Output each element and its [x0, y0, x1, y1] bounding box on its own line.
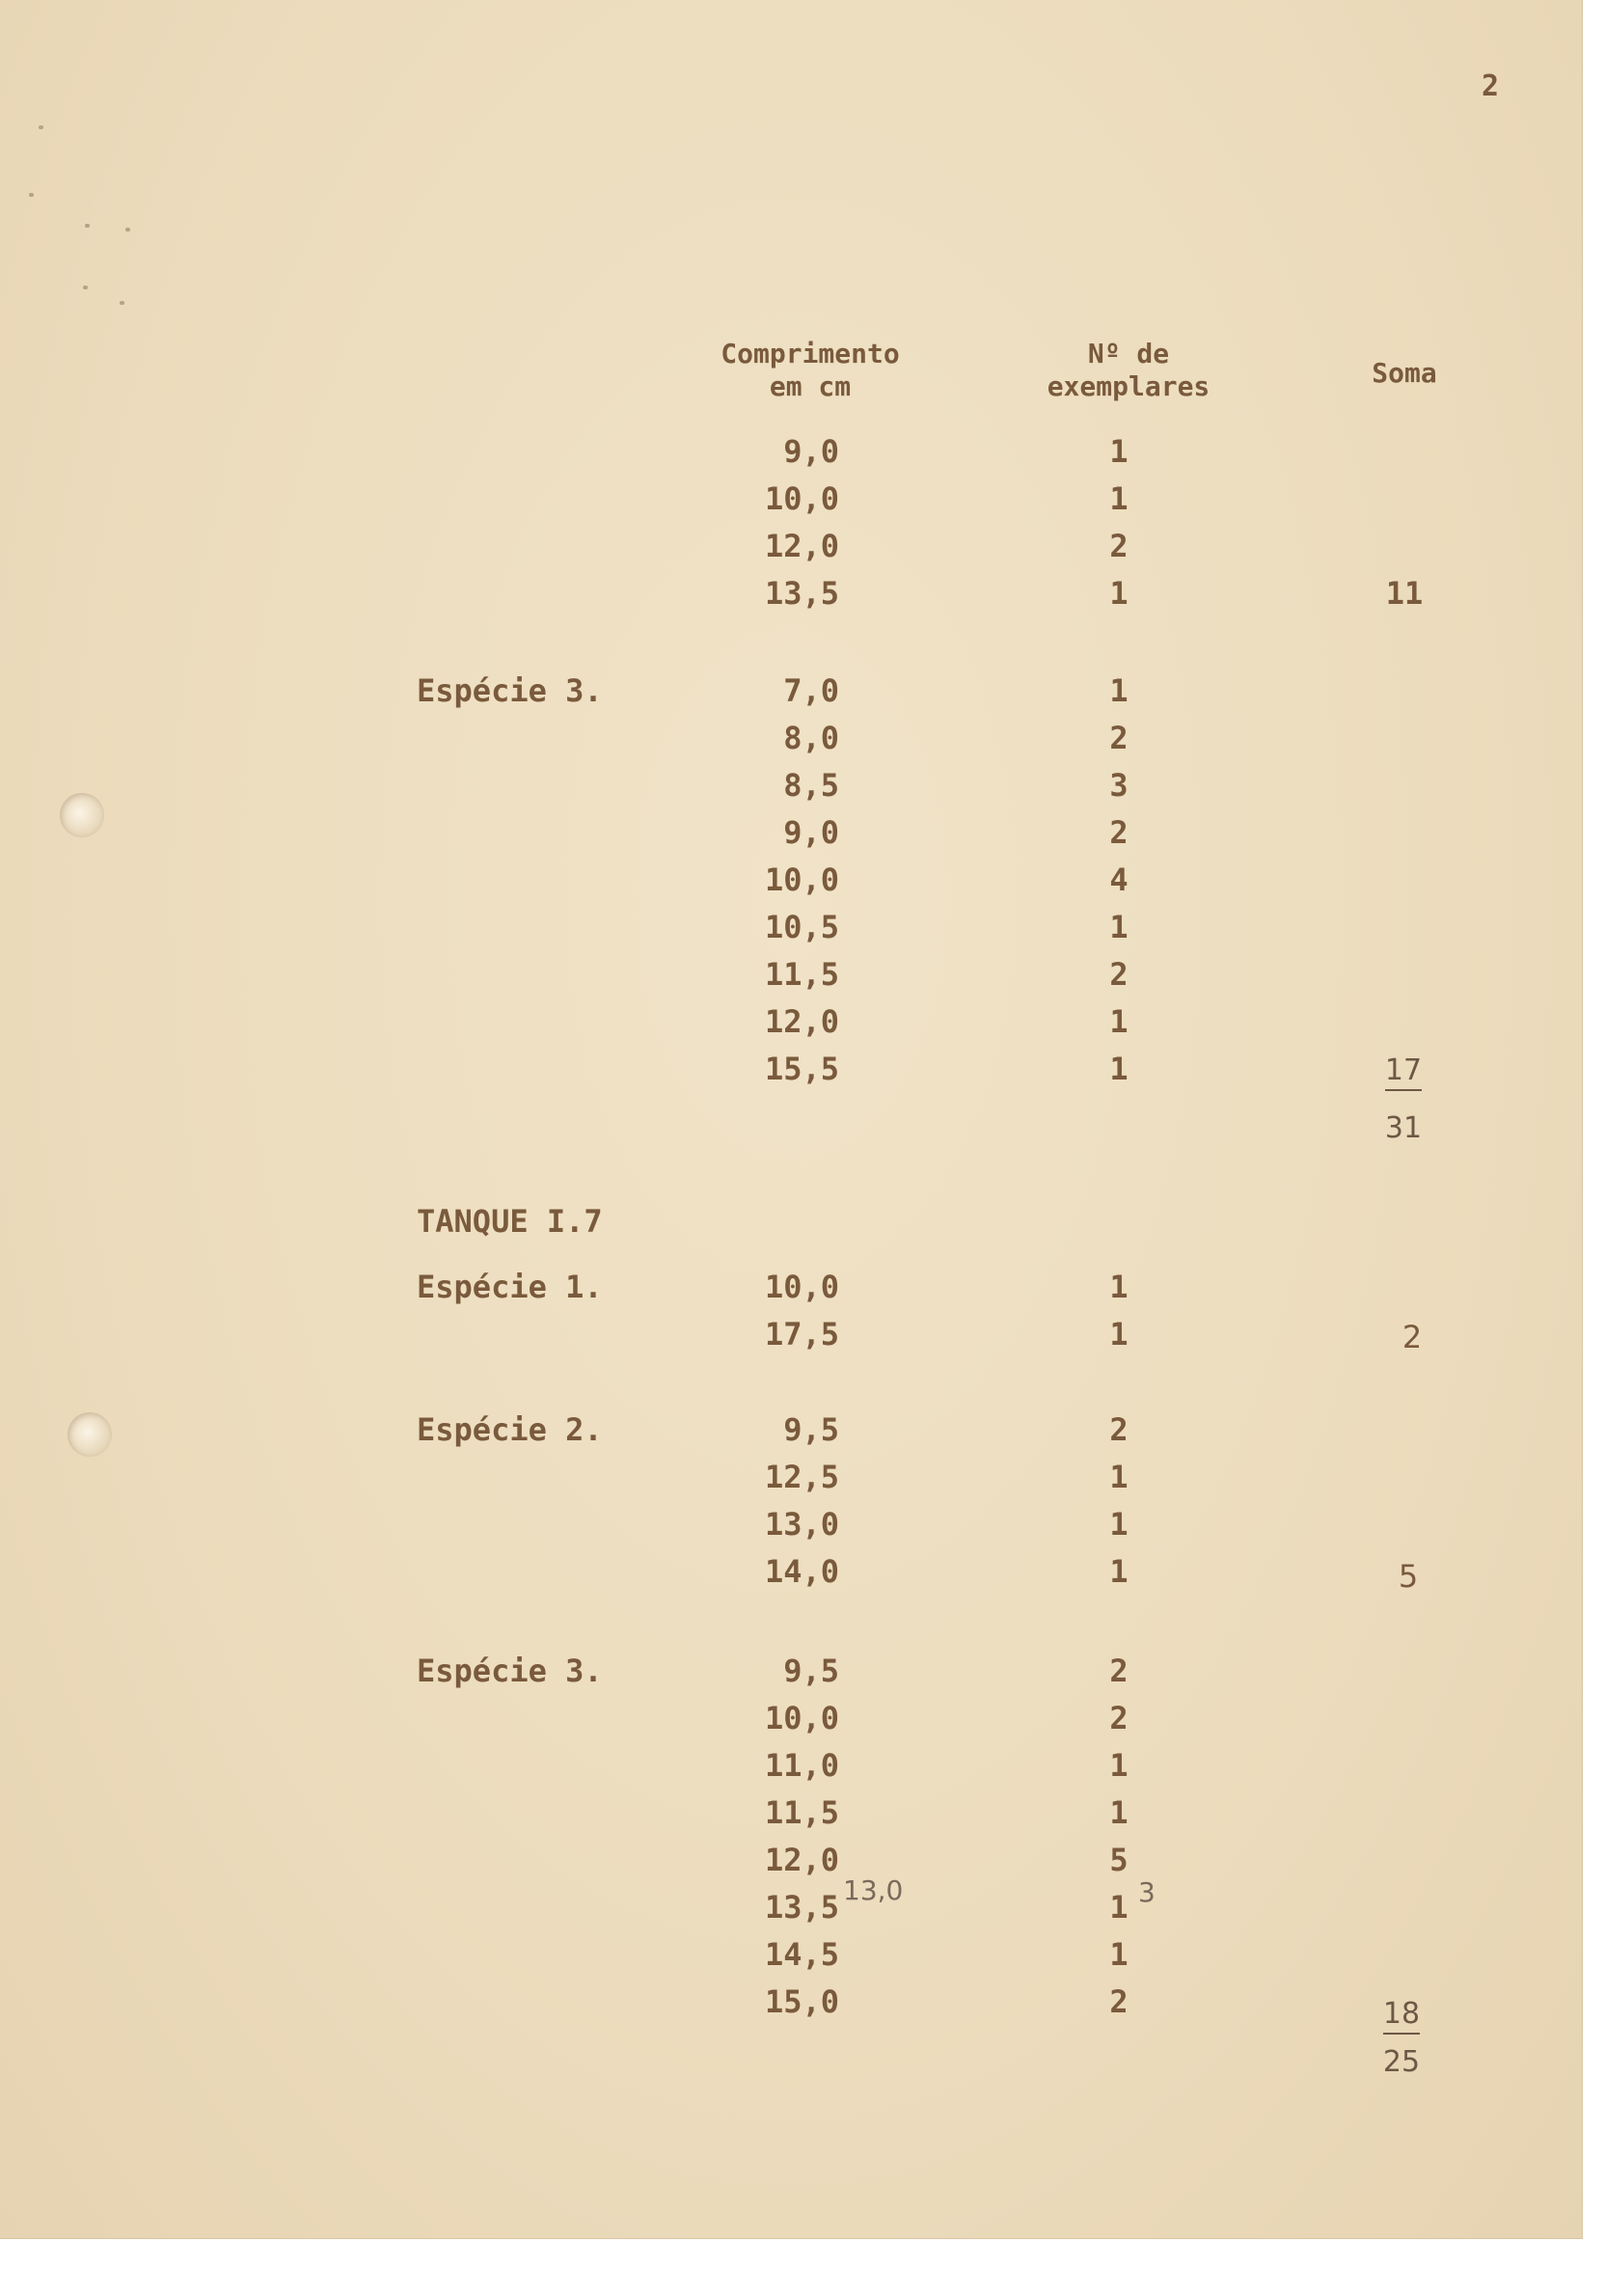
- count-value: 2: [1109, 814, 1129, 851]
- length-value: 9,5: [783, 1653, 839, 1689]
- length-value: 15,0: [764, 1983, 839, 2020]
- count-value: 1: [1109, 1553, 1129, 1590]
- page-number: 2: [1482, 69, 1500, 103]
- species-label: Espécie 3.: [417, 1653, 603, 1689]
- length-value: 12,0: [764, 1003, 839, 1040]
- length-value: 9,5: [783, 1411, 839, 1448]
- count-value: 1: [1109, 480, 1129, 517]
- length-value: 17,5: [764, 1316, 839, 1353]
- length-value: 10,0: [764, 1700, 839, 1736]
- header-length-line1: Comprimento: [721, 338, 900, 369]
- total-value: 31: [1384, 1111, 1423, 1145]
- sum-underlined: 18: [1383, 1997, 1420, 2035]
- length-value: 14,5: [764, 1936, 839, 1973]
- count-value: 1: [1109, 1003, 1129, 1040]
- length-value: 8,0: [783, 720, 839, 756]
- sum-value: 11: [1385, 575, 1424, 612]
- count-value: 1: [1109, 1051, 1129, 1087]
- count-value: 2: [1109, 528, 1129, 564]
- length-value: 10,0: [764, 861, 839, 898]
- length-value: 13,5: [764, 575, 839, 612]
- header-count-line2: exemplares: [1047, 370, 1211, 402]
- species-label: Espécie 1.: [417, 1269, 603, 1305]
- length-value: 14,0: [764, 1553, 839, 1590]
- header-count: [1003, 338, 1254, 403]
- count-value: 1: [1109, 1747, 1129, 1784]
- count-value: 1: [1109, 1269, 1129, 1305]
- length-value: 10,0: [764, 1269, 839, 1305]
- count-value: 1: [1109, 433, 1129, 470]
- length-value: 15,5: [764, 1051, 839, 1087]
- length-value: 10,0: [764, 480, 839, 517]
- count-value: 1: [1109, 1459, 1129, 1495]
- count-value: 2: [1109, 1983, 1129, 2020]
- count-value: 3: [1109, 767, 1129, 804]
- header-count-line1: Nº de: [1087, 338, 1170, 369]
- handwritten-correction-length: 13,0: [843, 1874, 904, 1906]
- count-value: 2: [1109, 1411, 1129, 1448]
- count-value: 1: [1109, 1936, 1129, 1973]
- length-value: 12,0: [764, 528, 839, 564]
- count-value: 1: [1109, 1506, 1129, 1543]
- sum-value: 2: [1401, 1319, 1423, 1355]
- count-value: 1: [1109, 1316, 1129, 1353]
- length-value: 12,0: [764, 1842, 839, 1878]
- count-value: 2: [1109, 720, 1129, 756]
- handwritten-correction-count: 3: [1138, 1876, 1156, 1908]
- length-value: 8,5: [783, 767, 839, 804]
- header-sum: Soma: [1372, 357, 1437, 389]
- punch-hole-top: [60, 793, 104, 837]
- header-length-line2: em cm: [769, 370, 852, 402]
- length-value: 13,0: [764, 1506, 839, 1543]
- total-value: 25: [1382, 2045, 1421, 2079]
- species-label: Espécie 3.: [417, 672, 603, 709]
- count-value: 1: [1109, 1889, 1129, 1926]
- length-value: 11,5: [764, 1794, 839, 1831]
- count-value: 2: [1109, 1653, 1129, 1689]
- length-value: 11,0: [764, 1747, 839, 1784]
- sum-underlined: 17: [1385, 1053, 1422, 1091]
- count-value: 1: [1109, 575, 1129, 612]
- count-value: 5: [1109, 1842, 1129, 1878]
- count-value: 1: [1109, 909, 1129, 945]
- length-value: 9,0: [783, 433, 839, 470]
- length-value: 12,5: [764, 1459, 839, 1495]
- sum-value: [1362, 1053, 1445, 1088]
- sum-value: 5: [1398, 1558, 1419, 1595]
- count-value: 4: [1109, 861, 1129, 898]
- sum-value: [1360, 1997, 1443, 2032]
- punch-hole-bottom: [68, 1412, 112, 1457]
- count-value: 2: [1109, 1700, 1129, 1736]
- tank-title: TANQUE I.7: [417, 1203, 603, 1240]
- length-value: 10,5: [764, 909, 839, 945]
- count-value: 1: [1109, 1794, 1129, 1831]
- length-value: 11,5: [764, 956, 839, 993]
- length-value: 9,0: [783, 814, 839, 851]
- count-value: 1: [1109, 672, 1129, 709]
- length-value: 13,5: [764, 1889, 839, 1926]
- count-value: 2: [1109, 956, 1129, 993]
- species-label: Espécie 2.: [417, 1411, 603, 1448]
- header-length: [675, 338, 945, 403]
- length-value: 7,0: [783, 672, 839, 709]
